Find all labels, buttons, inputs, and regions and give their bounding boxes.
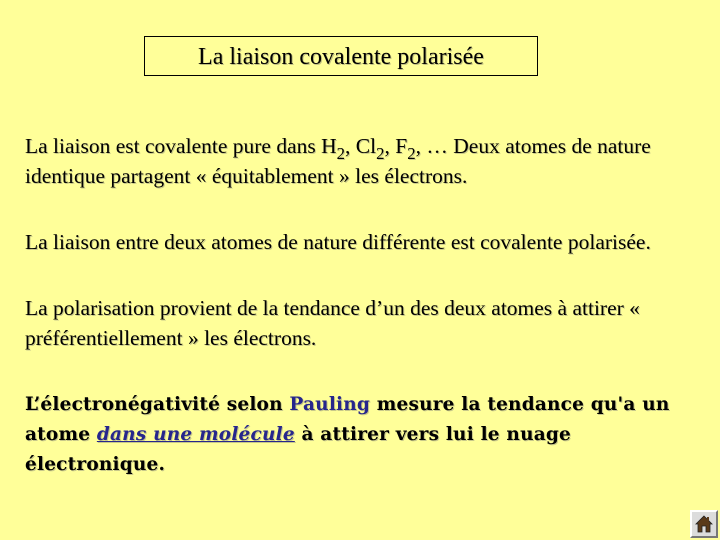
paragraph-electronegativity bbox=[25, 390, 695, 480]
home-icon bbox=[694, 514, 714, 534]
p1-sub-h2: 2 bbox=[336, 143, 346, 163]
home-button[interactable] bbox=[690, 510, 718, 538]
slide-title: La liaison covalente polarisée bbox=[144, 36, 538, 76]
p1-sub-cl2: 2 bbox=[376, 143, 385, 163]
molecule-link[interactable]: dans une molécule bbox=[96, 424, 295, 445]
p1-text-b: , Cl bbox=[345, 134, 377, 158]
p4-text-b: mesure la tendance qu'a un atome bbox=[25, 394, 670, 445]
p1-sub-f2: 2 bbox=[407, 143, 416, 163]
p4-text-c: à attirer vers lui le nuage électronique. bbox=[25, 424, 572, 475]
p4-text-a: L’électronégativité selon bbox=[25, 394, 290, 415]
p1-text-d: , … Deux atomes de nature identique partagent « équitablement » les électrons. bbox=[25, 134, 651, 188]
paragraph-polarization-origin: La polarisation provient de la tendance d’un des deux atomes à attirer « préférentiellement » les électrons. bbox=[25, 296, 640, 350]
paragraph-polarized: La liaison entre deux atomes de nature différente est covalente polarisée. bbox=[25, 230, 651, 254]
p1-text-a: La liaison est covalente pure dans H bbox=[25, 134, 337, 158]
p1-text-c: , F bbox=[384, 134, 408, 158]
pauling-name: Pauling bbox=[289, 394, 371, 415]
paragraph-pure-covalent bbox=[25, 131, 695, 191]
